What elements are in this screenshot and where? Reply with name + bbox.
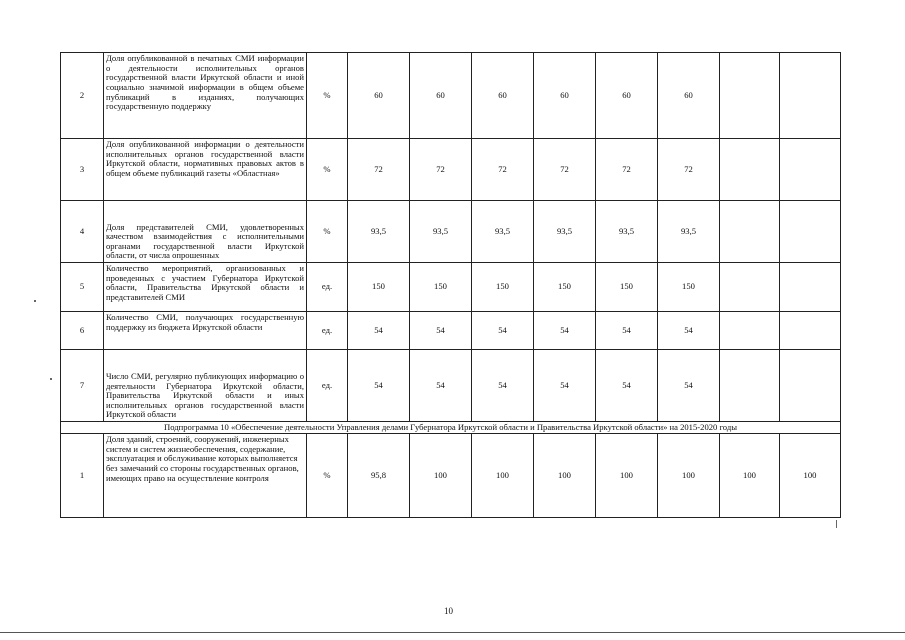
table-row [61,263,841,312]
value-cell: 100 [658,434,720,518]
row-number: 4 [61,201,104,263]
value-cell: 93,5 [410,201,472,263]
value-cell: 93,5 [472,201,534,263]
value-cell: 54 [348,312,410,350]
value-cell: 60 [596,53,658,139]
row-number: 2 [61,53,104,139]
row-number: 5 [61,263,104,312]
value-cell: 150 [472,263,534,312]
value-cell: 54 [596,350,658,422]
page-number: 10 [444,606,453,616]
unit-cell: % [307,139,348,201]
unit-cell: ед. [307,312,348,350]
value-cell [780,139,841,201]
scan-edge-line [0,632,905,633]
value-cell: 150 [348,263,410,312]
row-number: 7 [61,350,104,422]
value-cell: 54 [348,350,410,422]
value-cell: 60 [534,53,596,139]
value-cell: 60 [410,53,472,139]
value-cell: 54 [658,350,720,422]
value-cell: 60 [472,53,534,139]
value-cell: 95,8 [348,434,410,518]
value-cell: 54 [472,312,534,350]
indicator-description: Количество мероприятий, организованных и проведенных с участием Губернатора Иркутской области, Правительства Иркутской области и представителей СМИ [104,263,307,312]
indicator-description: Доля зданий, строений, сооружений, инженерных систем и систем жизнеобеспечения, содержание, эксплуатация и обслуживание которых выполняется без замечаний со стороны государственных органов, имеющих право на осуществление контроля [104,434,307,518]
scan-speck [50,378,52,380]
value-cell: 54 [410,312,472,350]
scan-speck [836,520,837,528]
value-cell [720,263,780,312]
value-cell: 72 [348,139,410,201]
table-row [61,201,841,263]
value-cell: 54 [472,350,534,422]
value-cell: 72 [534,139,596,201]
value-cell [780,53,841,139]
table-row [61,350,841,422]
value-cell [780,350,841,422]
value-cell: 100 [472,434,534,518]
value-cell: 93,5 [348,201,410,263]
value-cell [720,53,780,139]
table-row [61,139,841,201]
value-cell: 150 [596,263,658,312]
value-cell: 150 [410,263,472,312]
table-row [61,312,841,350]
indicator-description: Доля представителей СМИ, удовлетворенных качеством взаимодействия с исполнительными органами государственной власти Иркутской области, от числа опрошенных [104,201,307,263]
value-cell: 100 [780,434,841,518]
value-cell: 93,5 [658,201,720,263]
value-cell [780,263,841,312]
indicator-description: Количество СМИ, получающих государственную поддержку из бюджета Иркутской области [104,312,307,350]
value-cell [720,350,780,422]
row-number: 6 [61,312,104,350]
unit-cell: % [307,201,348,263]
unit-cell: % [307,53,348,139]
value-cell: 72 [410,139,472,201]
value-cell: 54 [534,350,596,422]
value-cell: 93,5 [596,201,658,263]
value-cell [720,139,780,201]
unit-cell: % [307,434,348,518]
value-cell: 60 [348,53,410,139]
value-cell: 100 [410,434,472,518]
table-row [61,434,841,518]
value-cell: 72 [472,139,534,201]
subprogram-title: Подпрограмма 10 «Обеспечение деятельности Управления делами Губернатора Иркутской области и Правительства Иркутской области» на 2015-2020 годы [61,422,841,434]
table-row [61,53,841,139]
row-number: 3 [61,139,104,201]
indicator-description: Число СМИ, регулярно публикующих информацию о деятельности Губернатора Иркутской области, Правительства Иркутской области и иных исполнительных органов государственной власти Иркутской области [104,350,307,422]
unit-cell: ед. [307,263,348,312]
value-cell: 54 [658,312,720,350]
value-cell: 150 [658,263,720,312]
value-cell [780,312,841,350]
value-cell: 54 [534,312,596,350]
indicators-table [60,52,841,518]
value-cell: 54 [596,312,658,350]
value-cell [780,201,841,263]
value-cell: 100 [596,434,658,518]
value-cell: 100 [534,434,596,518]
value-cell: 100 [720,434,780,518]
value-cell: 72 [658,139,720,201]
row-number: 1 [61,434,104,518]
indicator-description: Доля опубликованной информации о деятельности исполнительных органов государственной власти Иркутской области, нормативных правовых актов в общем объеме публикаций газеты «Областная» [104,139,307,201]
value-cell: 60 [658,53,720,139]
scan-speck [34,300,36,302]
value-cell [720,201,780,263]
value-cell [720,312,780,350]
value-cell: 93,5 [534,201,596,263]
unit-cell: ед. [307,350,348,422]
value-cell: 72 [596,139,658,201]
subprogram-header-row [61,422,841,434]
indicator-description: Доля опубликованной в печатных СМИ информации о деятельности исполнительных органов государственной власти Иркутской области и иной социально значимой информации в общем объеме публикаций в изданиях, получающих государственную поддержку [104,53,307,139]
value-cell: 54 [410,350,472,422]
value-cell: 150 [534,263,596,312]
